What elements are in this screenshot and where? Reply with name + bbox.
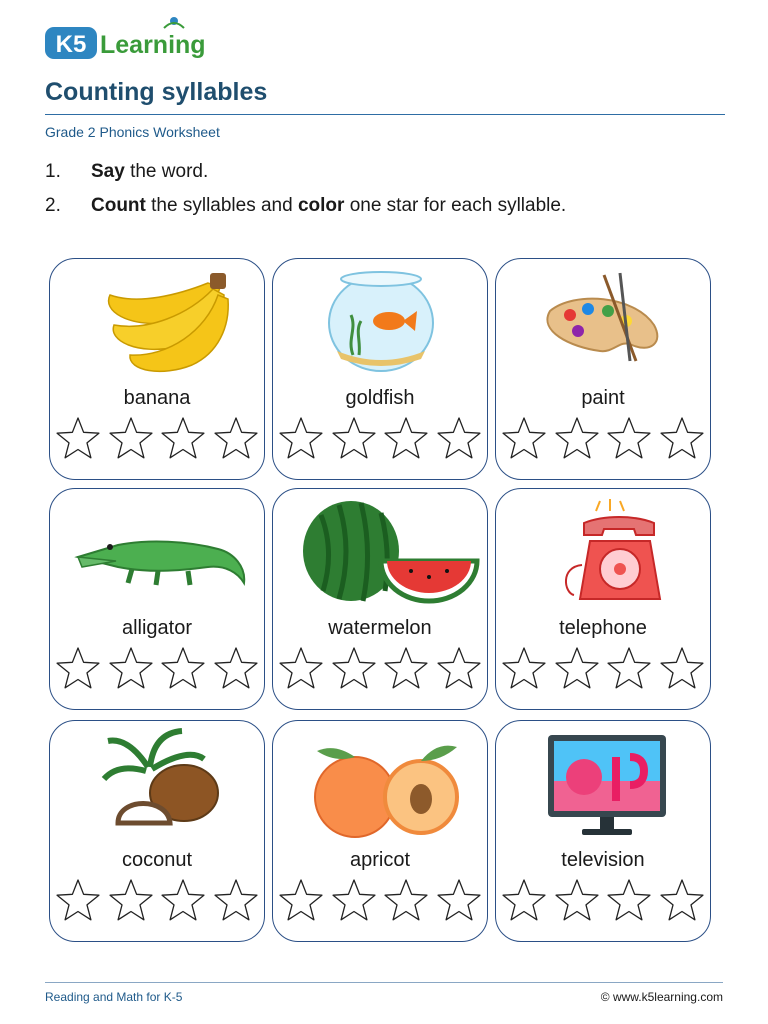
star-row: [275, 877, 485, 925]
star-row: [275, 415, 485, 463]
star-icon[interactable]: [330, 415, 378, 463]
telephone-icon: [504, 495, 704, 613]
card-word: alligator: [121, 617, 193, 639]
star-icon[interactable]: [54, 415, 102, 463]
alligator-icon: [58, 495, 258, 613]
card-telephone: [495, 488, 711, 710]
goldfish-bowl-icon: [281, 265, 481, 383]
star-icon[interactable]: [382, 415, 430, 463]
card-word: apricot: [349, 849, 411, 871]
logo-k5-text: K5: [55, 31, 87, 58]
card-word: telephone: [559, 617, 647, 639]
card-word: goldfish: [345, 387, 415, 409]
star-row: [275, 645, 485, 693]
card-word: coconut: [121, 849, 193, 871]
star-icon[interactable]: [212, 877, 260, 925]
star-icon[interactable]: [553, 645, 601, 693]
star-icon[interactable]: [277, 415, 325, 463]
card-banana: [49, 258, 265, 480]
star-icon[interactable]: [605, 877, 653, 925]
card-word: watermelon: [328, 617, 432, 639]
star-icon[interactable]: [277, 877, 325, 925]
star-icon[interactable]: [277, 645, 325, 693]
card-word: banana: [123, 387, 191, 409]
television-icon: [504, 727, 704, 845]
star-row: [52, 645, 262, 693]
star-icon[interactable]: [54, 877, 102, 925]
star-icon[interactable]: [54, 645, 102, 693]
card-word: paint: [581, 387, 625, 409]
footer-tagline: Reading and Math for K-5: [45, 990, 183, 1004]
star-icon[interactable]: [435, 415, 483, 463]
card-word: television: [561, 849, 645, 871]
card-paint: [495, 258, 711, 480]
star-icon[interactable]: [435, 645, 483, 693]
header-divider: [45, 114, 725, 115]
k5-learning-logo: [44, 16, 219, 64]
star-icon[interactable]: [382, 877, 430, 925]
star-row: [498, 877, 708, 925]
instruction-1: 1. Say the word.: [45, 161, 209, 182]
star-icon[interactable]: [500, 645, 548, 693]
banana-icon: [58, 265, 258, 383]
logo-learning-text: Learning: [100, 31, 206, 59]
star-icon[interactable]: [330, 877, 378, 925]
star-icon[interactable]: [107, 645, 155, 693]
star-icon[interactable]: [107, 415, 155, 463]
card-alligator: [49, 488, 265, 710]
star-icon[interactable]: [107, 877, 155, 925]
star-icon[interactable]: [159, 877, 207, 925]
star-icon[interactable]: [212, 415, 260, 463]
star-icon[interactable]: [435, 877, 483, 925]
card-goldfish: [272, 258, 488, 480]
footer-website: © www.k5learning.com: [600, 990, 723, 1004]
star-icon[interactable]: [605, 415, 653, 463]
star-icon[interactable]: [159, 645, 207, 693]
star-icon[interactable]: [553, 415, 601, 463]
card-coconut: [49, 720, 265, 942]
page-title: Counting syllables: [45, 78, 268, 106]
star-icon[interactable]: [658, 415, 706, 463]
card-television: [495, 720, 711, 942]
card-watermelon: [272, 488, 488, 710]
star-icon[interactable]: [159, 415, 207, 463]
star-icon[interactable]: [212, 645, 260, 693]
star-row: [498, 415, 708, 463]
star-icon[interactable]: [553, 877, 601, 925]
apricot-icon: [281, 727, 481, 845]
coconut-icon: [58, 727, 258, 845]
star-icon[interactable]: [605, 645, 653, 693]
worksheet-subtitle: Grade 2 Phonics Worksheet: [45, 124, 220, 140]
paint-palette-icon: [504, 265, 704, 383]
star-icon[interactable]: [658, 877, 706, 925]
watermelon-icon: [281, 495, 481, 613]
star-row: [498, 645, 708, 693]
star-icon[interactable]: [330, 645, 378, 693]
card-apricot: [272, 720, 488, 942]
star-icon[interactable]: [500, 415, 548, 463]
star-row: [52, 877, 262, 925]
star-icon[interactable]: [500, 877, 548, 925]
star-icon[interactable]: [382, 645, 430, 693]
star-row: [52, 415, 262, 463]
footer-divider: [45, 982, 723, 983]
star-icon[interactable]: [658, 645, 706, 693]
instruction-2: 2. Count the syllables and color one star for each syllable.: [45, 195, 567, 216]
